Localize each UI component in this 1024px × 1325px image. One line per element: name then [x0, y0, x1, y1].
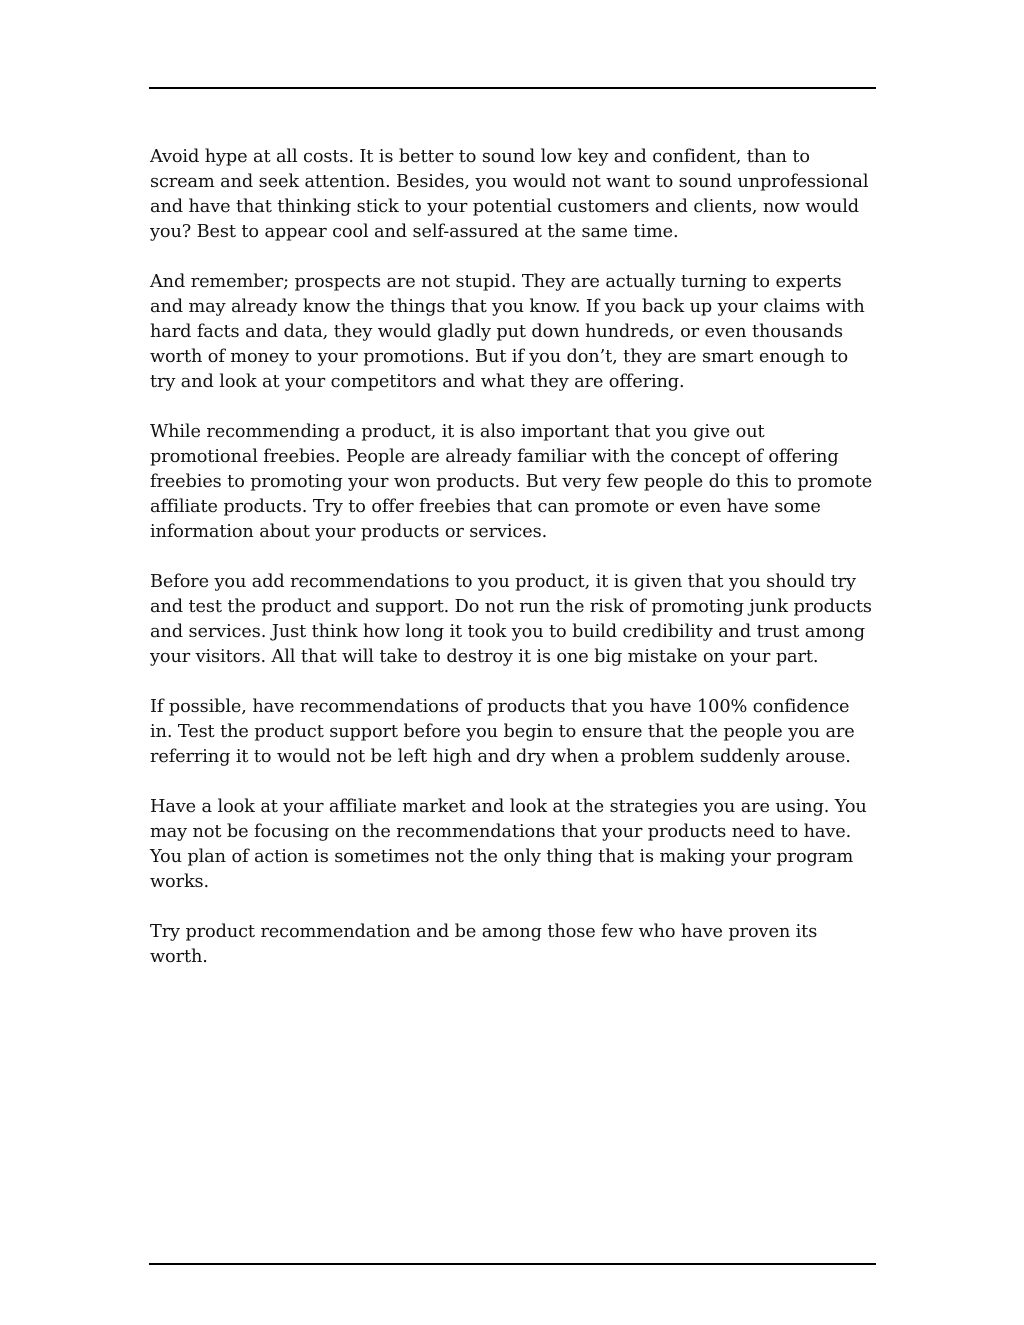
document-body: [150, 145, 876, 995]
paragraph: And remember; prospects are not stupid. They are actually turning to experts and may already know the things that you know. If you back up your claims with hard facts and data, they would gladly put down hundreds, or even thousands worth of money to your promotions. But if you don’t, they are smart enough to try and look at your competitors and what they are offering.: [150, 272, 865, 392]
paragraph: If possible, have recommendations of products that you have 100% confidence in. Test the product support before you begin to ensure that the people you are referring it to would not be left high and dry when a problem suddenly arouse.: [150, 697, 855, 767]
paragraph: Have a look at your affiliate market and look at the strategies you are using. You may not be focusing on the recommendations that your products need to have. You plan of action is sometimes not the only thing that is making your program works.: [150, 797, 867, 892]
paragraph: Before you add recommendations to you product, it is given that you should try and test the product and support. Do not run the risk of promoting junk products and services. Just think how long it took you to build credibility and trust among your visitors. All that will take to destroy it is one big mistake on your part.: [150, 572, 872, 667]
header-rule: [149, 87, 876, 89]
paragraph: While recommending a product, it is also important that you give out promotional freebies. People are already familiar with the concept of offering freebies to promoting your won products. But very few people do this to promote affiliate products. Try to offer freebies that can promote or even have some information about your products or services.: [150, 422, 873, 542]
paragraph: Try product recommendation and be among those few who have proven its worth.: [150, 922, 818, 967]
paragraph: Avoid hype at all costs. It is better to sound low key and confident, than to scream and seek attention. Besides, you would not want to sound unprofessional and have that thinking stick to your potential customers and clients, now would you? Best to appear cool and self-assured at the same time.: [150, 147, 869, 242]
footer-rule: [149, 1263, 876, 1265]
